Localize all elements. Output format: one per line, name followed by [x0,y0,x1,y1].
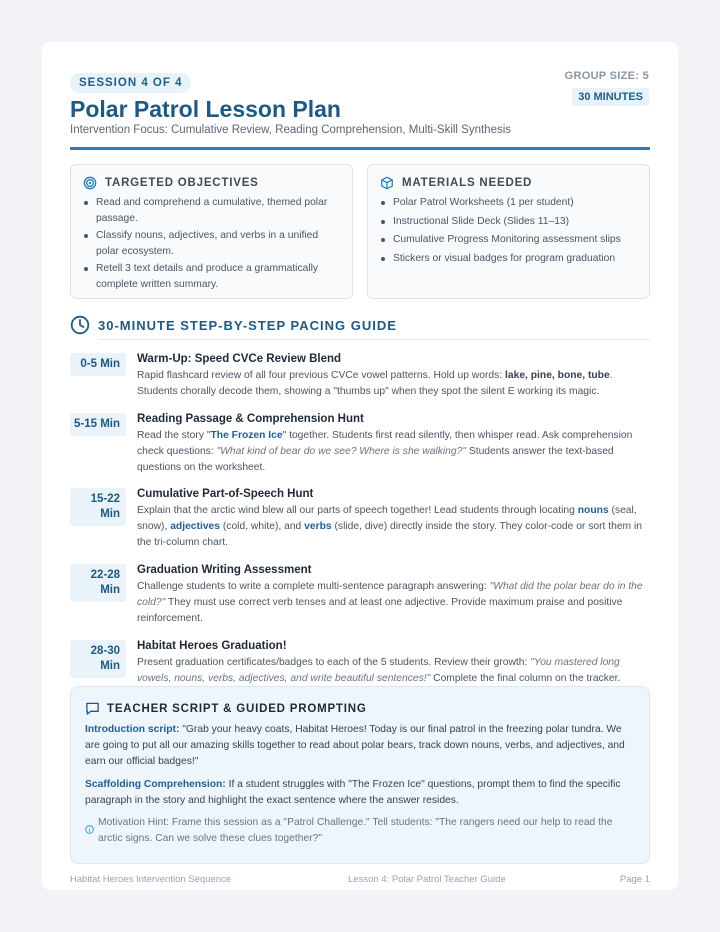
materials-list [380,195,638,269]
material-item: Stickers or visual badges for program graduation [380,251,638,267]
objective-item: Read and comprehend a cumulative, themed polar passage. [83,195,341,226]
pacing-guide-heading [70,315,397,335]
materials-heading [380,176,532,190]
step-time: 5-15 Min [70,413,126,436]
step-description: Rapid flashcard review of all four previous CVCe vowel patterns. Hold up words: lake, pine, bone, tube. Students chorally decode them, showing a "thumbs up" when they spot the silent E working its magic. [137,370,613,397]
teacher-script-panel [70,686,650,864]
materials-heading-label: MATERIALS NEEDED [402,177,533,189]
step-title: Reading Passage & Comprehension Hunt [137,413,364,425]
info-icon [85,825,94,834]
objectives-list [83,195,341,294]
lesson-plan-page [42,42,678,890]
duration-badge: 30 MINUTES [572,88,649,106]
step-title: Cumulative Part-of-Speech Hunt [137,488,314,500]
objectives-card [70,164,353,299]
objective-item: Retell 3 text details and produce a grammatically complete written summary. [83,261,341,292]
objective-item: Classify nouns, adjectives, and verbs in a unified polar ecosystem. [83,228,341,259]
material-item: Instructional Slide Deck (Slides 11–13) [380,214,638,230]
teacher-script-heading [85,701,367,716]
title-divider [70,147,650,150]
box-icon [380,176,394,190]
motivation-hint-text: Motivation Hint: Frame this session as a "Patrol Challenge." Tell students: "The rangers need our help to read the arctic signs. Can we solve these clues together?" [98,817,613,844]
page-subtitle: Intervention Focus: Cumulative Review, Reading Comprehension, Multi-Skill Synthesis [70,124,512,136]
step-time: 22-28 Min [70,564,126,602]
footer-guide-title: Lesson 4: Polar Patrol Teacher Guide [348,874,506,885]
scaffolding-note: Scaffolding Comprehension: If a student struggles with "The Frozen Ice" questions, prompt them to find the specific paragraph in the story and highlight the exact sentence where the answer resides. [85,779,621,806]
footer-page-number: Page 1 [619,874,650,885]
step-title: Habitat Heroes Graduation! [137,640,287,652]
session-badge: SESSION 4 OF 4 [70,73,191,93]
objectives-heading [83,176,259,190]
footer-series: Habitat Heroes Intervention Sequence [70,874,232,885]
introduction-script: Introduction script: "Grab your heavy coats, Habitat Heroes! Today is our final patrol in the freezing polar tundra. We are going to put all our amazing skills together to read about polar bears, track down nouns, verbs, and adjectives, and earn our official badges!" [85,724,625,767]
clock-icon [70,315,90,335]
step-description: Read the story "The Frozen Ice" together. Students first read silently, then whisper read. Ask comprehension check questions: "What kind of bear do we see? Where is she walking?" Students answer the text-based questions on the worksheet. [137,430,633,473]
pacing-guide-title: 30-MINUTE STEP-BY-STEP PACING GUIDE [98,317,397,333]
group-size-label: GROUP SIZE: 5 [564,70,649,82]
step-time: 28-30 Min [70,640,126,678]
pacing-divider [98,339,650,340]
step-time: 15-22 Min [70,488,126,526]
target-icon [83,176,97,190]
materials-card [367,164,650,299]
motivation-hint [85,815,633,847]
teacher-script-title: TEACHER SCRIPT & GUIDED PROMPTING [107,702,367,715]
material-item: Cumulative Progress Monitoring assessment slips [380,232,638,248]
page-title: Polar Patrol Lesson Plan [70,96,341,122]
step-description: Explain that the arctic wind blew all our parts of speech together! Lead students through locating nouns (seal, snow), adjectives (cold, white), and verbs (slide, dive) directly inside the story. They color-code or sort them in the tri-column chart. [137,505,643,548]
step-title: Warm-Up: Speed CVCe Review Blend [137,353,342,365]
speech-bubble-icon [85,701,100,716]
step-description: Challenge students to write a complete multi-sentence paragraph answering: "What did the polar bear do in the cold?" They must use correct verb tenses and at least one adjective. Provide maximum praise and positive reinforcement. [137,581,643,624]
step-time: 0-5 Min [70,353,126,376]
objectives-heading-label: TARGETED OBJECTIVES [105,177,259,189]
page-footer [70,874,650,885]
step-title: Graduation Writing Assessment [137,564,312,576]
step-description: Present graduation certificates/badges to each of the 5 students. Review their growth: "You mastered long vowels, nouns, verbs, adjectives, and write beautiful sentences!" Complete the final column on the tracker. [137,657,621,684]
material-item: Polar Patrol Worksheets (1 per student) [380,195,638,211]
